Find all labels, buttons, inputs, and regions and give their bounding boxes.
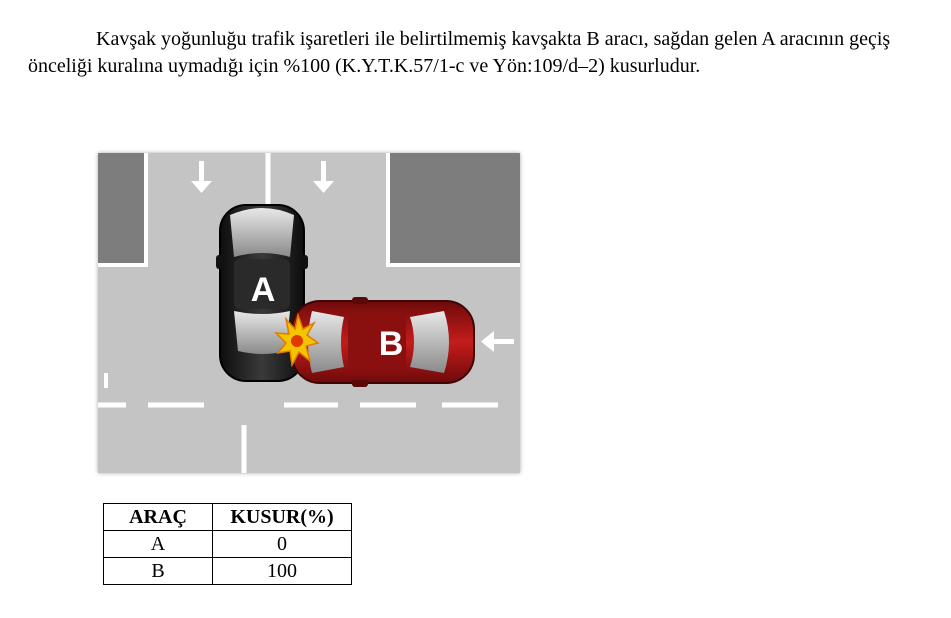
- table-row: [104, 531, 352, 558]
- fault-cell: 0: [213, 531, 352, 558]
- header-vehicle: ARAÇ: [104, 504, 213, 531]
- intersection-diagram: [98, 153, 520, 473]
- fault-table: [103, 503, 352, 585]
- table-row: [104, 558, 352, 585]
- vehicle-cell: A: [104, 531, 213, 558]
- fault-cell: 100: [213, 558, 352, 585]
- vehicle-cell: B: [104, 558, 213, 585]
- car-a-label: A: [250, 271, 276, 309]
- accident-description: Kavşak yoğunluğu trafik işaretleri ile belirtilmemiş kavşakta B aracı, sağdan gelen A aracının geçiş önceliği kuralına uymadığı için %100 (K.Y.T.K.57/1-c ve Yön:109/d–2) kusurludur.: [28, 28, 891, 77]
- header-fault: KUSUR(%): [213, 504, 352, 531]
- corner-block-right: [388, 153, 520, 263]
- car-b-label: B: [378, 325, 404, 363]
- table-header-row: [104, 504, 352, 531]
- corner-block-left: [98, 153, 146, 263]
